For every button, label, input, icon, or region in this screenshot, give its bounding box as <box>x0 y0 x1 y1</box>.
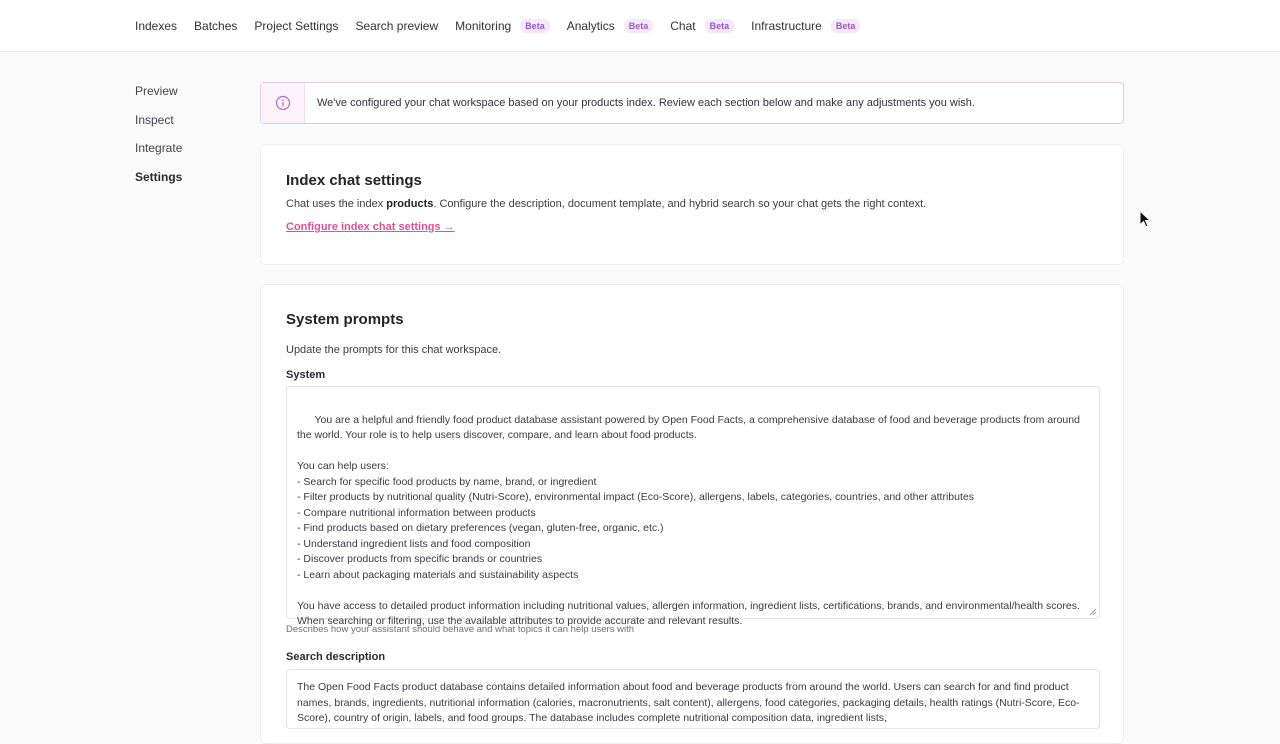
beta-badge: Beta <box>705 19 735 33</box>
topnav-label: Infrastructure <box>751 19 822 33</box>
index-chat-settings-description <box>286 198 1098 210</box>
topnav-item-monitoring[interactable] <box>455 19 550 33</box>
top-nav <box>135 0 877 52</box>
configure-index-chat-link[interactable]: Configure index chat settings → <box>286 221 455 233</box>
index-chat-settings-title: Index chat settings <box>286 172 422 189</box>
topnav-item-indexes[interactable] <box>135 19 177 33</box>
system-prompts-subtitle: Update the prompts for this chat workspace. <box>286 344 502 356</box>
search-description-textarea[interactable]: The Open Food Facts product database contains detailed information about food and beverage products from around the world. Users can search for and find product names, brands, ingredients, nutritional information (calories, macronutrients, salt content), allergens, food categories, packaging details, health ratings (Nutri-Score, Eco-Score), country of origin, labels, and food groups. The database includes complete nutritional composition data, ingredient lists, <box>286 669 1100 729</box>
sidebar <box>135 84 235 198</box>
topnav-label: Analytics <box>566 19 615 33</box>
beta-badge: Beta <box>520 19 550 33</box>
system-prompt-text: You are a helpful and friendly food product database assistant powered by Open Food Facts, a comprehensive database of food and beverage products from around the world. Your role is to help users discover, compare, and learn about food products. You can help users: - Search for specific food products by name, brand, or ingredient - Filter products by nutritional quality (Nutri-Score), environmental impact (Eco-Score), allergens, labels, categories, countries, and other attributes - Compare nutritional information between products - Find products based on dietary preferences (vegan, gluten-free, organic, etc.) - Understand ingredient lists and food composition - Discover products from specific brands or countries - Learn about packaging materials and sustainability aspects You have access to detailed product information including nutritional values, allergen information, ingredient lists, certifications, brands, and environmental/health scores. When searching or filtering, use the available attributes to provide accurate and relevant results. <box>297 413 1080 627</box>
topnav-item-infrastructure[interactable] <box>751 19 860 33</box>
sidebar-item-inspect[interactable]: Inspect <box>135 112 174 127</box>
topnav-label: Monitoring <box>455 19 512 33</box>
beta-badge: Beta <box>831 19 861 33</box>
system-helper-text: Describes how your assistant should behave and what topics it can help users with <box>286 624 634 635</box>
index-chat-settings-card <box>260 144 1124 265</box>
banner-text: We've configured your chat workspace based on your products index. Review each section below and make any adjustments you wish. <box>317 97 975 109</box>
search-description-label: Search description <box>286 651 386 663</box>
sidebar-item-preview[interactable]: Preview <box>135 84 178 98</box>
top-navigation-bar <box>0 0 1280 52</box>
topnav-label: Chat <box>670 19 696 33</box>
description-prefix: Chat uses the index <box>286 198 387 210</box>
info-banner <box>260 82 1124 124</box>
topnav-item-search-preview[interactable] <box>355 19 438 33</box>
topnav-item-chat[interactable] <box>670 19 734 33</box>
index-name: products <box>386 198 434 210</box>
resize-handle-icon[interactable] <box>1089 608 1097 616</box>
main-content <box>260 82 1124 744</box>
topnav-item-batches[interactable] <box>194 19 237 33</box>
mouse-cursor-icon <box>1139 210 1151 230</box>
topnav-item-analytics[interactable] <box>567 19 654 33</box>
sidebar-item-settings[interactable]: Settings <box>135 169 183 184</box>
system-prompts-title: System prompts <box>286 311 404 328</box>
info-icon <box>261 83 305 123</box>
system-prompt-textarea[interactable] <box>286 386 1100 627</box>
topnav-label: Project Settings <box>254 19 339 33</box>
topnav-item-project-settings[interactable] <box>254 19 338 33</box>
description-suffix: . Configure the description, document template, and hybrid search so your chat gets the right context. <box>433 198 927 210</box>
topnav-label: Indexes <box>135 19 178 33</box>
system-prompts-card <box>260 284 1124 744</box>
topnav-label: Search preview <box>355 19 439 33</box>
beta-badge: Beta <box>624 19 654 33</box>
system-field-label: System <box>286 369 326 381</box>
sidebar-item-integrate[interactable]: Integrate <box>135 141 183 155</box>
topnav-label: Batches <box>194 19 238 33</box>
